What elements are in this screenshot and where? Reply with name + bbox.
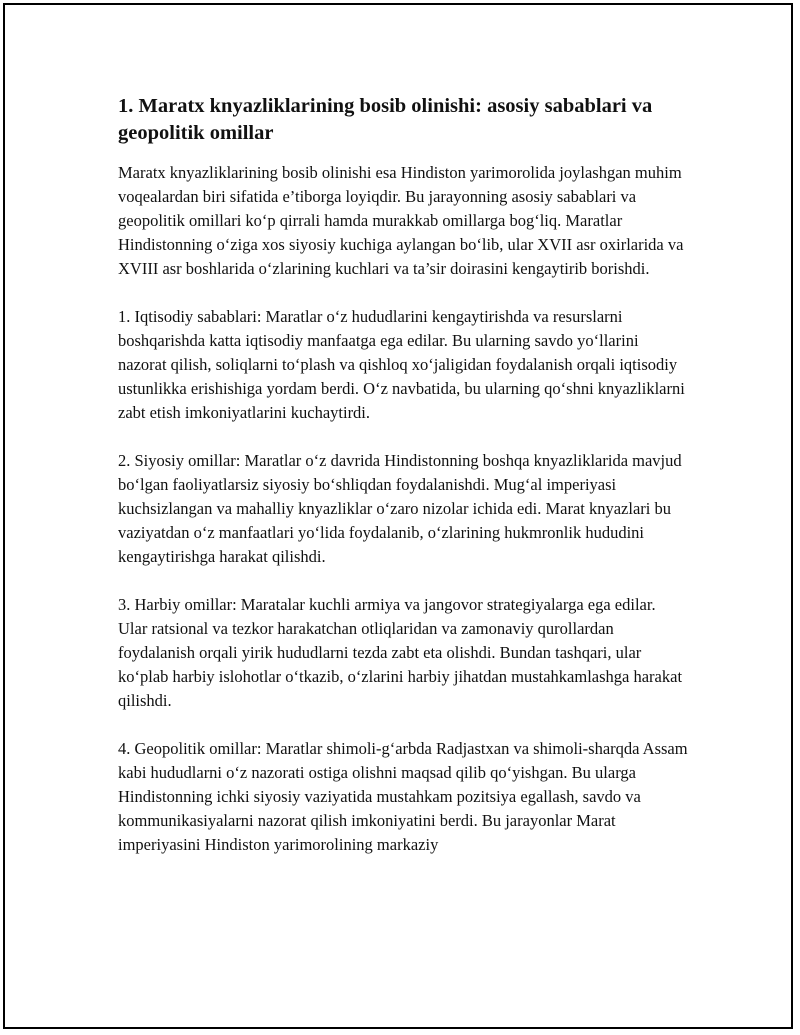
paragraph-economic-reasons: 1. Iqtisodiy sabablari: Maratlar o‘z hududlarini kengaytirishda va resurslarni boshqarishda katta iqtisodiy manfaatga ega edilar. Bu ularning savdo yo‘llarini nazorat qilish, soliqlarni to‘plash va qishloq xo‘jaligidan foydalanish orqali iqtisodiy ustunlikka erishishiga yordam berdi. O‘z navbatida, bu ularning qo‘shni knyazliklarni zabt etish imkoniyatlarini kuchaytirdi. [118, 307, 685, 422]
paragraph-military-factors: 3. Harbiy omillar: Maratalar kuchli armiya va jangovor strategiyalarga ega edilar. Ular ratsional va tezkor harakatchan otliqlaridan va zamonaviy qurollardan foydalanish orqali yirik hududlarni tezda zabt eta olishdi. Bundan tashqari, ular ko‘plab harbiy islohotlar o‘tkazib, o‘zlarini harbiy jihatdan mustahkamlashga harakat qilishdi. [118, 595, 683, 710]
document-body [118, 93, 688, 881]
paragraph-intro: Maratx knyazliklarining bosib olinishi esa Hindiston yarimorolida joylashgan muhim voqealardan biri sifatida e’tiborga loyiqdir. Bu jarayonning asosiy sabablari va geopolitik omillari ko‘p qirrali hamda murakkab omillarga bog‘liq. Maratlar Hindistonning o‘ziga xos siyosiy kuchiga aylangan bo‘lib, ular XVII asr oxirlarida va XVIII asr boshlarida o‘zlarining kuchlari va ta’sir doirasini kengaytirib borishdi. [118, 163, 684, 278]
section-heading: 1. Maratx knyazliklarining bosib olinishi: asosiy sabablari va geopolitik omillar [118, 95, 653, 144]
paragraph-geopolitical-factors: 4. Geopolitik omillar: Maratlar shimoli-g‘arbda Radjastxan va shimoli-sharqda Assam kabi hududlarni o‘z nazorati ostiga olishni maqsad qilib qo‘yishgan. Bu ularga Hindistonning ichki siyosiy vaziyatida mustahkam pozitsiya egallash, savdo va kommunikasiyalarni nazorat qilish imkoniyatini berdi. Bu jarayonlar Marat imperiyasini Hindiston yarimorolining markaziy [118, 739, 688, 854]
paragraph-political-factors: 2. Siyosiy omillar: Maratlar o‘z davrida Hindistonning boshqa knyazliklarida mavjud bo‘lgan faoliyatlarsiz siyosiy bo‘shliqdan foydalanishdi. Mug‘al imperiyasi kuchsizlangan va mahalliy knyazliklar o‘zaro nizolar ichida edi. Marat knyazlari bu vaziyatdan o‘z manfaatlari yo‘lida foydalanib, o‘zlarining hukmronlik hududini kengaytirishga harakat qilishdi. [118, 451, 682, 566]
